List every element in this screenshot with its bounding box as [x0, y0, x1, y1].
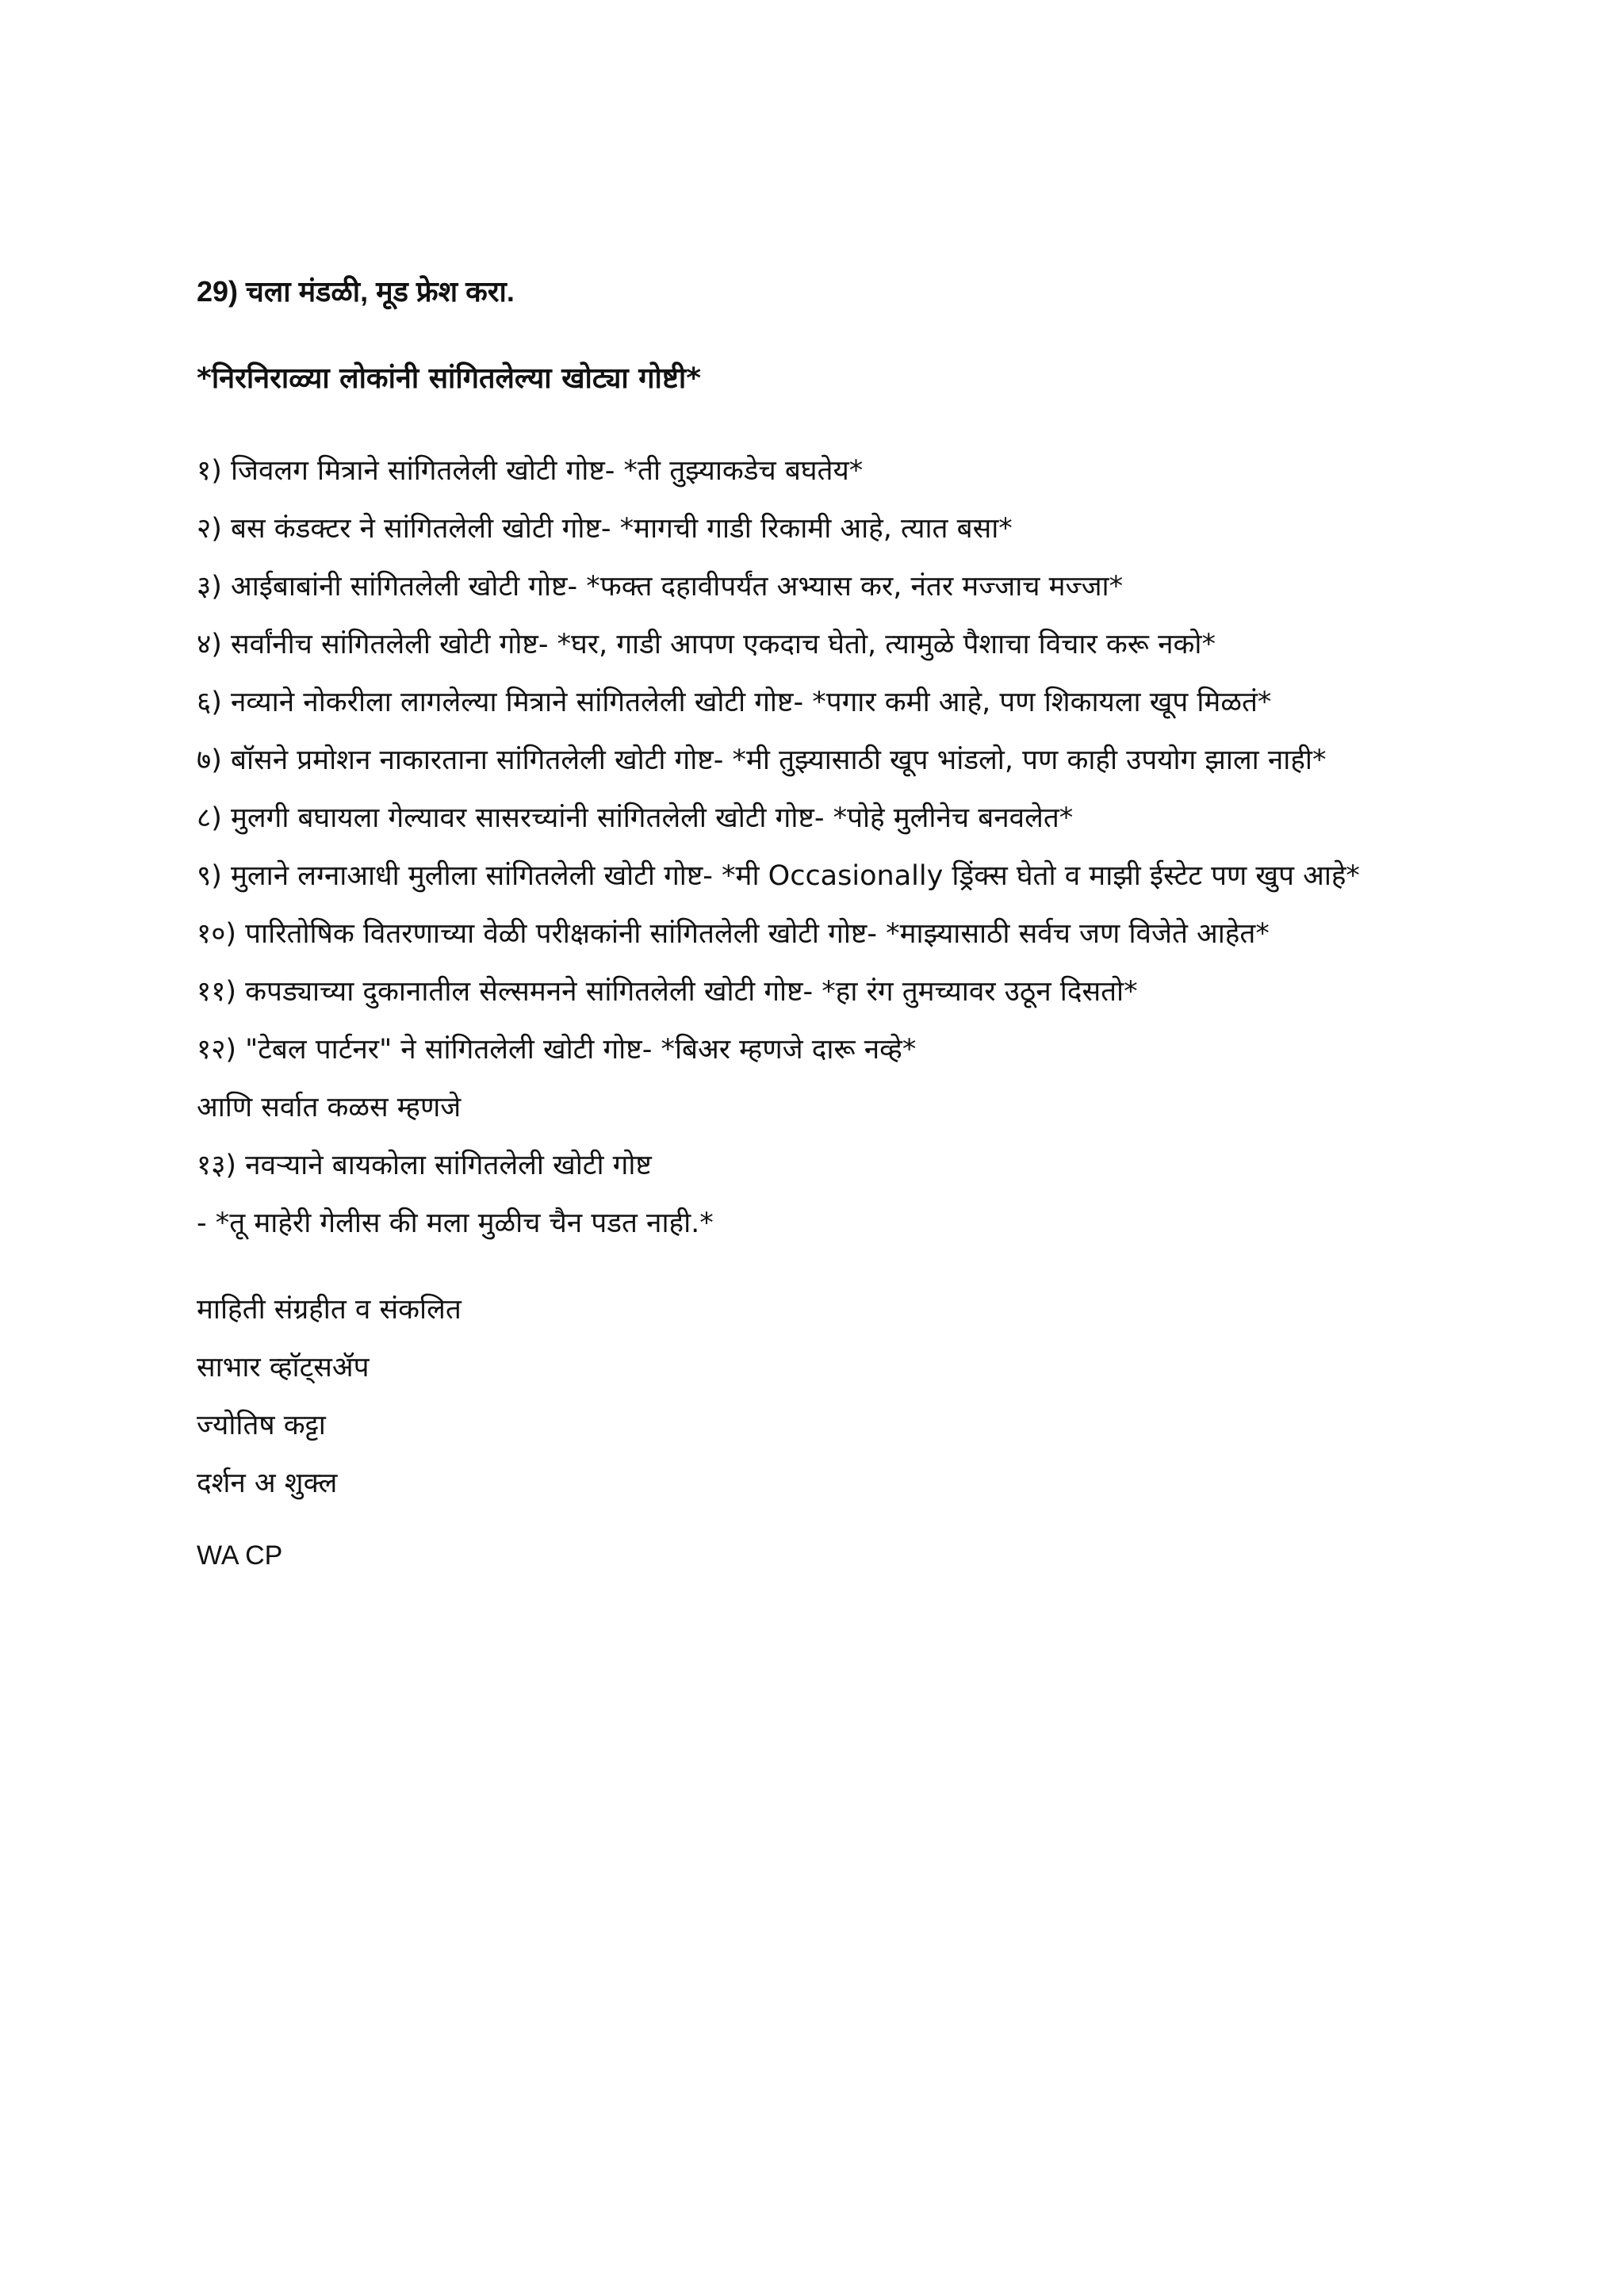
- list-item: ९) मुलाने लग्नाआधी मुलीला सांगितलेली खोटी गोष्ट- *मी Occasionally ड्रिंक्स घेतो व माझी ईस्टेट पण खुप आहे*: [197, 860, 1360, 892]
- lies-list: [197, 442, 1465, 1253]
- list-item: ६) नव्याने नोकरीला लागलेल्या मित्राने सांगितलेली खोटी गोष्ट- *पगार कमी आहे, पण शिकायला खूप मिळतं*: [197, 687, 1272, 718]
- credit-line: माहिती संग्रहीत व संकलित: [197, 1294, 462, 1326]
- list-item: २) बस कंडक्टर ने सांगितलेली खोटी गोष्ट- *मागची गाडी रिकामी आहे, त्यात बसा*: [197, 513, 1013, 545]
- document-subheading: *निरनिराळ्या लोकांनी सांगितलेल्या खोट्या गोष्टी*: [197, 362, 702, 395]
- footer-tag: WA CP: [197, 1540, 283, 1571]
- list-item: - *तू माहेरी गेलीस की मला मुळीच चैन पडत नाही.*: [197, 1207, 714, 1239]
- list-item: १२) "टेबल पार्टनर" ने सांगितलेली खोटी गोष्ट- *बिअर म्हणजे दारू नव्हे*: [197, 1034, 917, 1066]
- credits-block: [197, 1281, 1465, 1513]
- credit-line: ज्योतिष कट्टा: [197, 1410, 326, 1441]
- list-item: ३) आईबाबांनी सांगितलेली खोटी गोष्ट- *फक्त दहावीपर्यंत अभ्यास कर, नंतर मज्जाच मज्जा*: [197, 571, 1124, 603]
- credit-line: साभार व्हाॅट्सॲप: [197, 1352, 370, 1383]
- credit-author: दर्शन अ शुक्ल: [197, 1468, 338, 1499]
- list-item: १०) पारितोषिक वितरणाच्या वेळी परीक्षकांनी सांगितलेली खोटी गोष्ट- *माझ्यासाठी सर्वच जण विजेते आहेत*: [197, 918, 1270, 950]
- list-item: १) जिवलग मित्राने सांगितलेली खोटी गोष्ट- *ती तुझ्याकडेच बघतेय*: [197, 455, 864, 487]
- list-item: ८) मुलगी बघायला गेल्यावर सासरच्यांनी सांगितलेली खोटी गोष्ट- *पोहे मुलीनेच बनवलेत*: [197, 802, 1074, 834]
- list-item: ४) सर्वांनीच सांगितलेली खोटी गोष्ट- *घर, गाडी आपण एकदाच घेतो, त्यामुळे पैशाचा विचार करू नको*: [197, 629, 1216, 660]
- list-item: १३) नवऱ्याने बायकोला सांगितलेली खोटी गोष्ट: [197, 1150, 652, 1181]
- list-item: आणि सर्वात कळस म्हणजे: [197, 1092, 462, 1123]
- list-item: ११) कपड्याच्या दुकानातील सेल्समनने सांगितलेली खोटी गोष्ट- *हा रंग तुमच्यावर उठून दिसतो*: [197, 976, 1138, 1008]
- document-heading: 29) चला मंडळी, मूड फ्रेश करा.: [197, 275, 515, 308]
- list-item: ७) बॉसने प्रमोशन नाकारताना सांगितलेली खोटी गोष्ट- *मी तुझ्यासाठी खूप भांडलो, पण काही उपयोग झाला नाही*: [197, 744, 1327, 776]
- document-body: [197, 270, 1465, 1578]
